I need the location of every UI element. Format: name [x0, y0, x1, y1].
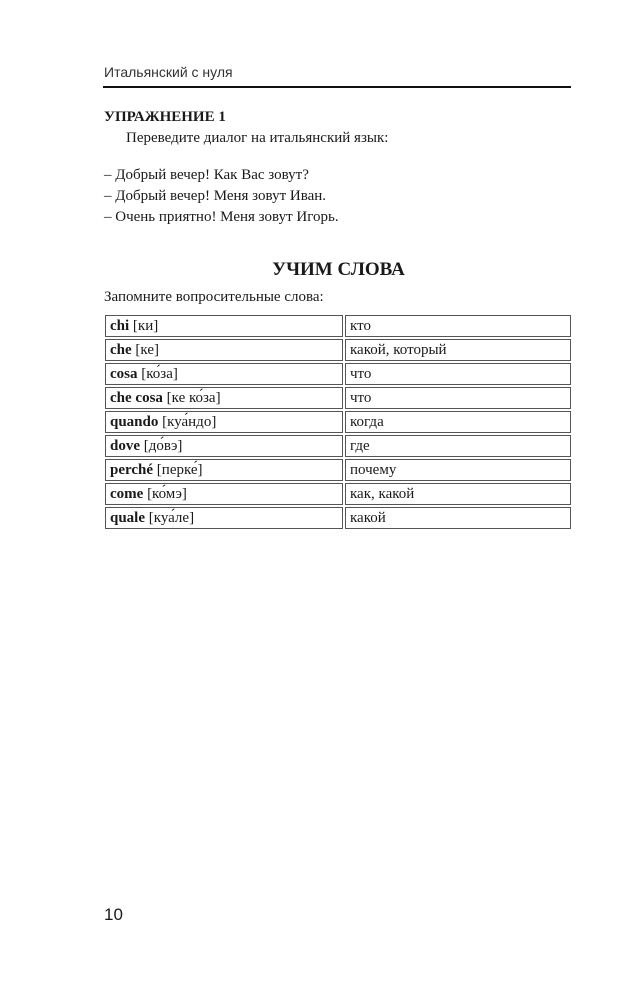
page-number: 10 — [104, 905, 123, 924]
italian-word: quale — [110, 510, 146, 526]
table-row — [105, 363, 571, 385]
vocabulary-table — [103, 313, 573, 531]
transcription: [куа́ндо] — [158, 414, 217, 430]
word-cell — [105, 459, 343, 481]
exercise-instruction: Переведите диалог на итальянский язык: — [126, 130, 389, 146]
transcription: [ко́мэ] — [143, 486, 187, 502]
translation-cell: какой — [345, 507, 571, 529]
dialog-line: – Очень приятно! Меня зовут Игорь. — [104, 209, 339, 225]
translation-cell: когда — [345, 411, 571, 433]
translation-cell: что — [345, 387, 571, 409]
transcription: [ке ко́за] — [162, 390, 221, 406]
exercise-title: УПРАЖНЕНИЕ 1 — [104, 109, 226, 125]
italian-word: dove — [110, 438, 140, 454]
transcription: [ко́за] — [137, 366, 178, 382]
word-cell — [105, 339, 343, 361]
word-cell — [105, 387, 343, 409]
italian-word: come — [110, 486, 144, 502]
table-row — [105, 315, 571, 337]
transcription: [ке] — [131, 342, 159, 358]
transcription: [до́вэ] — [140, 438, 183, 454]
transcription: [ки] — [129, 318, 159, 334]
word-cell — [105, 363, 343, 385]
table-row — [105, 507, 571, 529]
vocabulary-intro: Запомните вопросительные слова: — [104, 289, 324, 305]
word-cell — [105, 435, 343, 457]
transcription: [перке́] — [153, 462, 203, 478]
italian-word: che cosa — [110, 390, 163, 406]
word-cell — [105, 507, 343, 529]
dialog — [104, 165, 339, 228]
translation-cell: как, какой — [345, 483, 571, 505]
table-row — [105, 435, 571, 457]
italian-word: cosa — [110, 366, 138, 382]
translation-cell: что — [345, 363, 571, 385]
table-row — [105, 459, 571, 481]
translation-cell: где — [345, 435, 571, 457]
italian-word: quando — [110, 414, 159, 430]
translation-cell: какой, который — [345, 339, 571, 361]
header-rule — [103, 86, 571, 88]
dialog-line: – Добрый вечер! Меня зовут Иван. — [104, 188, 327, 204]
word-cell — [105, 411, 343, 433]
running-head: Итальянский с нуля — [104, 64, 233, 80]
translation-cell: кто — [345, 315, 571, 337]
translation-cell: почему — [345, 459, 571, 481]
italian-word: che — [110, 342, 132, 358]
word-cell — [105, 483, 343, 505]
section-title: УЧИМ СЛОВА — [272, 259, 405, 280]
word-cell — [105, 315, 343, 337]
italian-word: perché — [110, 462, 154, 478]
transcription: [куа́ле] — [145, 510, 195, 526]
table-row — [105, 387, 571, 409]
table-row — [105, 411, 571, 433]
italian-word: chi — [110, 318, 130, 334]
table-row — [105, 339, 571, 361]
dialog-line: – Добрый вечер! Как Вас зовут? — [104, 167, 309, 183]
table-row — [105, 483, 571, 505]
